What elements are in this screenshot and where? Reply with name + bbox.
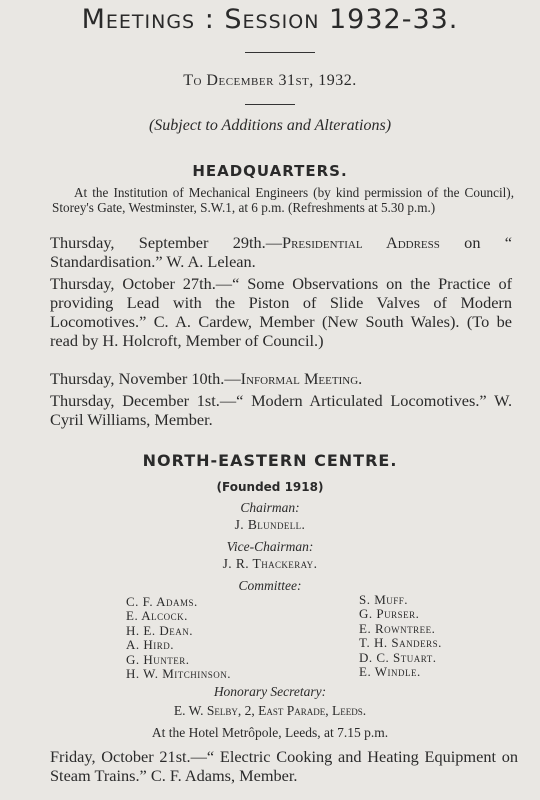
meeting-entry	[50, 274, 512, 350]
meeting-date: Thursday, December 1st.—	[50, 391, 237, 410]
meeting-details: on “ Standardisation.” W. A. Lelean.	[50, 233, 512, 271]
committee-member: G. Hunter.	[126, 651, 190, 667]
committee-member: C. F. Adams.	[126, 594, 198, 609]
meeting-entry: Friday, October 21st.—“ Electric Cooking and Heating Equipment on Steam Trains.” C. F. Adams, Member.	[50, 747, 518, 785]
committee-member: T. H. Sanders.	[359, 635, 442, 651]
vice-chairman-label: Vice-Chairman:	[226, 539, 314, 554]
page-title: Meetings : Session 1932-33.	[81, 4, 459, 35]
committee-member: E. Rowntree.	[359, 620, 436, 636]
committee-list-left	[126, 595, 231, 681]
vice-chairman-name: J. R. Thackeray.	[222, 556, 318, 571]
session-date-range: To December 31st, 1932.	[183, 72, 357, 89]
venue-line: At the Hotel Metrôpole, Leeds, at 7.15 p.m.	[151, 725, 389, 740]
meeting-entry	[50, 233, 512, 271]
additions-note: (Subject to Additions and Alterations)	[148, 117, 392, 134]
committee-list-right	[359, 593, 442, 679]
committee-member: H. W. Mitchinson.	[126, 666, 232, 682]
meeting-entry	[50, 391, 512, 429]
divider-rule	[245, 104, 295, 105]
headquarters-heading: HEADQUARTERS.	[192, 162, 348, 180]
intro-text: At the Institution of Mechanical Engineers (by kind permission of the Council), Storey's Gate, Westminster, S.W.1, at 6 p.m. (Refreshments at 5.30 p.m.)	[52, 185, 514, 215]
divider-rule	[245, 52, 315, 53]
headquarters-intro	[52, 185, 514, 215]
meeting-details: “ Some Observations on the Practice of providing Lead with the Piston of Slide Valves of Modern Locomotives.” C. A. Cardew, Member (New South Wales). (To be read by H. Holcroft, Member of Council.)	[50, 274, 513, 350]
secretary-label: Honorary Secretary:	[213, 684, 327, 699]
chairman-name: J. Blundell.	[234, 517, 306, 532]
committee-member: D. C. Stuart.	[359, 649, 437, 665]
committee-member: A. Hird.	[126, 637, 175, 653]
committee-member: H. E. Dean.	[126, 622, 193, 638]
north-eastern-heading: NORTH-EASTERN CENTRE.	[142, 451, 398, 470]
committee-member: E. Windle.	[359, 664, 421, 680]
founded-note: (Founded 1918)	[216, 480, 324, 494]
chairman-label: Chairman:	[240, 500, 300, 515]
secretary-details: E. W. Selby, 2, East Parade, Leeds.	[173, 703, 367, 718]
meeting-event: Informal Meeting.	[240, 369, 363, 388]
meeting-date: Thursday, November 10th.—	[50, 369, 241, 388]
meeting-event: Presidential Address	[282, 233, 440, 252]
committee-member: E. Alcock.	[126, 608, 188, 624]
committee-member: G. Purser.	[359, 606, 420, 622]
committee-label: Committee:	[238, 578, 302, 593]
secretary-name	[0, 703, 540, 719]
meeting-date: Thursday, September 29th.—	[50, 233, 283, 252]
meeting-date: Thursday, October 27th.—	[50, 274, 233, 293]
committee-member: S. Muff.	[359, 592, 409, 607]
meeting-details: “ Modern Articulated Locomotives.” W. Cyril Williams, Member.	[50, 391, 513, 429]
meeting-entry	[50, 369, 512, 388]
